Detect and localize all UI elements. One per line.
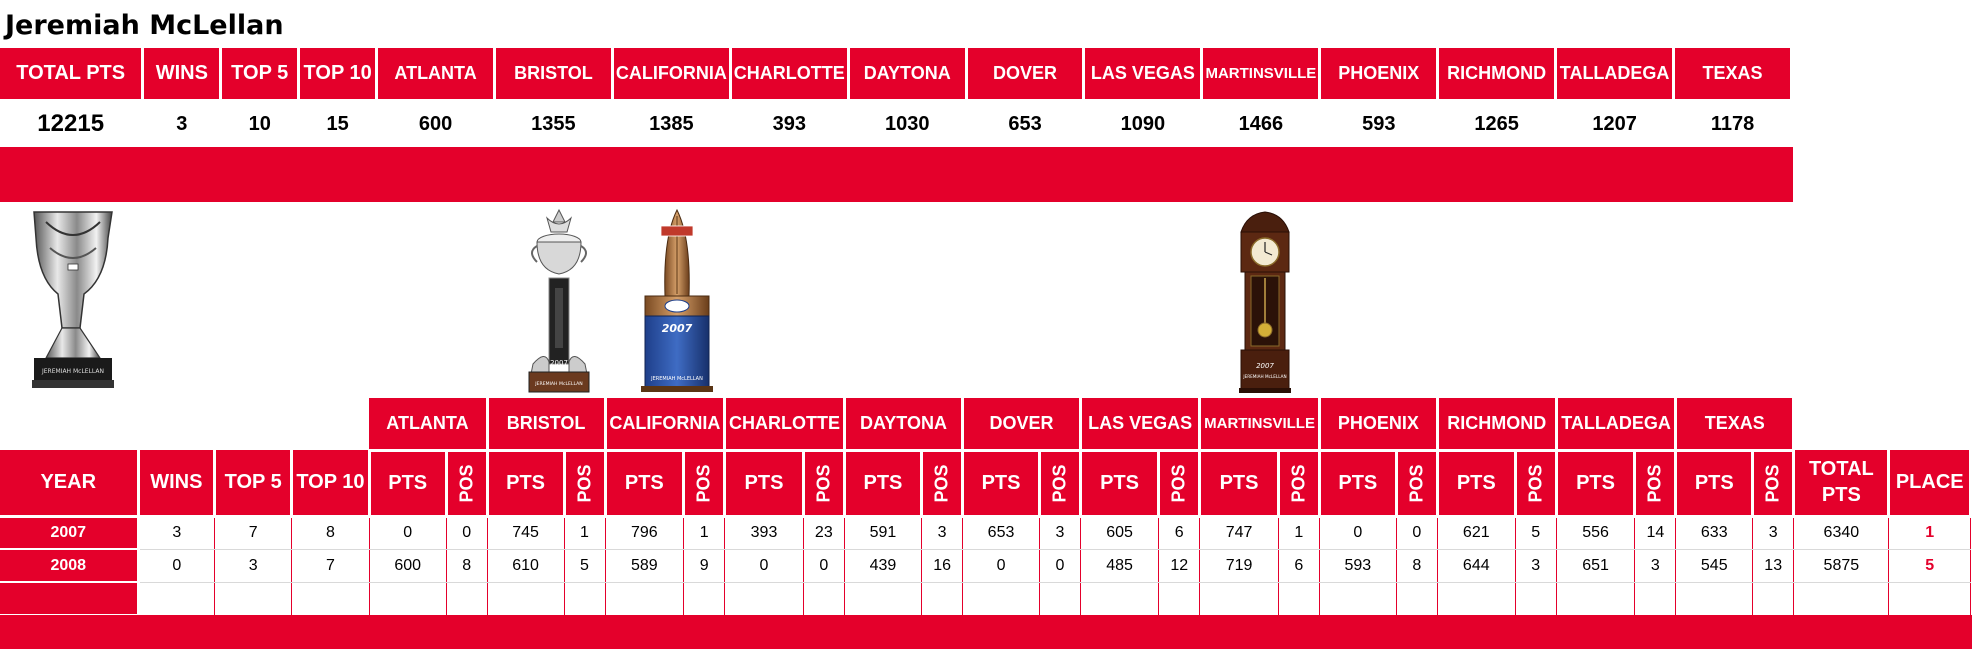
summary-value: 1355	[495, 100, 613, 148]
summary-header: DAYTONA	[848, 48, 966, 100]
season-detail-table	[0, 398, 1972, 616]
track-pos: 0	[1396, 516, 1437, 549]
track-pos: 6	[1278, 549, 1319, 582]
summary-value: 10	[221, 100, 299, 148]
empty-cell	[725, 582, 804, 615]
track-header: BRISTOL	[487, 398, 605, 450]
top5-header: TOP 5	[215, 450, 292, 516]
summary-header: ATLANTA	[377, 48, 495, 100]
empty-cell	[922, 582, 963, 615]
summary-header: BRISTOL	[495, 48, 613, 100]
track-pts: 796	[605, 516, 684, 549]
track-pos: 1	[1278, 516, 1319, 549]
track-pts: 0	[725, 549, 804, 582]
championship-trophy-name: JEREMIAH McLELLAN	[41, 368, 105, 375]
track-pos: 6	[1159, 516, 1200, 549]
championship-trophy-icon	[28, 208, 118, 392]
season-year: 2008	[0, 549, 138, 582]
season-row	[0, 549, 1971, 582]
season-place: 1	[1889, 516, 1971, 549]
summary-value: 3	[143, 100, 221, 148]
track-pos: 13	[1753, 549, 1794, 582]
pts-header: PTS	[1556, 450, 1635, 516]
track-header: ATLANTA	[369, 398, 487, 450]
track-header: DAYTONA	[844, 398, 962, 450]
track-pts: 556	[1556, 516, 1635, 549]
track-pts: 745	[487, 516, 564, 549]
track-pos: 8	[1396, 549, 1437, 582]
track-pos: 12	[1159, 549, 1200, 582]
track-pos: 14	[1635, 516, 1676, 549]
track-header: CHARLOTTE	[725, 398, 845, 450]
track-pos: 0	[1039, 549, 1080, 582]
pos-header: POS	[1515, 450, 1556, 516]
summary-value: 15	[299, 100, 377, 148]
track-pts: 633	[1676, 516, 1753, 549]
summary-value-total-pts: 12215	[0, 100, 143, 148]
pts-header: PTS	[487, 450, 564, 516]
summary-header: DOVER	[966, 48, 1084, 100]
summary-header: TOTAL PTS	[0, 48, 143, 100]
bristol-trophy-icon	[525, 208, 593, 394]
track-pts: 589	[605, 549, 684, 582]
season-row	[0, 516, 1971, 549]
california-trophy-name: JEREMIAH McLELLAN	[651, 376, 703, 382]
pos-header: POS	[1396, 450, 1437, 516]
pos-header: POS	[1635, 450, 1676, 516]
track-pts: 653	[963, 516, 1040, 549]
empty-cell	[369, 582, 446, 615]
pos-header: POS	[803, 450, 844, 516]
summary-value: 1466	[1202, 100, 1320, 148]
place-header: PLACE	[1889, 450, 1971, 516]
track-pts: 393	[725, 516, 804, 549]
summary-header: TEXAS	[1674, 48, 1792, 100]
pts-header: PTS	[1200, 450, 1279, 516]
track-pts: 439	[844, 549, 921, 582]
empty-cell	[684, 582, 725, 615]
martinsville-clock-trophy-icon	[1237, 208, 1293, 394]
empty-cell	[1278, 582, 1319, 615]
season-wins: 0	[138, 549, 215, 582]
summary-values-row	[0, 100, 1792, 148]
summary-header: TOP 5	[221, 48, 299, 100]
track-pos: 3	[922, 516, 963, 549]
pts-header: PTS	[963, 450, 1040, 516]
track-pos: 16	[922, 549, 963, 582]
track-pts: 593	[1319, 549, 1396, 582]
summary-header: TALLADEGA	[1556, 48, 1674, 100]
track-pts: 485	[1080, 549, 1158, 582]
empty-cell	[487, 582, 564, 615]
track-pts: 591	[844, 516, 921, 549]
empty-cell	[1556, 582, 1635, 615]
season-place: 5	[1889, 549, 1971, 582]
summary-value: 593	[1320, 100, 1438, 148]
pts-header: PTS	[1676, 450, 1753, 516]
summary-table	[0, 48, 1793, 150]
season-top5: 7	[215, 516, 292, 549]
track-header: TALLADEGA	[1556, 398, 1676, 450]
summary-header: PHOENIX	[1320, 48, 1438, 100]
empty-cell	[0, 582, 138, 615]
pos-header: POS	[1753, 450, 1794, 516]
empty-cell	[215, 582, 292, 615]
track-pts: 0	[369, 516, 446, 549]
top10-header: TOP 10	[292, 450, 370, 516]
track-pos: 3	[1039, 516, 1080, 549]
empty-cell	[1159, 582, 1200, 615]
summary-value: 1385	[612, 100, 730, 148]
summary-value: 393	[730, 100, 848, 148]
pos-header: POS	[684, 450, 725, 516]
empty-cell	[1319, 582, 1396, 615]
track-pts: 610	[487, 549, 564, 582]
track-header: LAS VEGAS	[1080, 398, 1199, 450]
track-pos: 3	[1753, 516, 1794, 549]
empty-cell	[844, 582, 921, 615]
track-header: PHOENIX	[1319, 398, 1437, 450]
summary-value: 653	[966, 100, 1084, 148]
track-pos: 23	[803, 516, 844, 549]
track-pos: 1	[564, 516, 605, 549]
empty-cell	[1080, 582, 1158, 615]
pts-header: PTS	[605, 450, 684, 516]
empty-cell	[803, 582, 844, 615]
wins-header: WINS	[138, 450, 215, 516]
track-header-row	[0, 398, 1971, 450]
track-pts: 0	[963, 549, 1040, 582]
track-pts: 545	[1676, 549, 1753, 582]
track-pos: 1	[684, 516, 725, 549]
track-pos: 8	[446, 549, 487, 582]
column-header-row	[0, 450, 1971, 516]
california-trophy-year: 2007	[661, 322, 693, 335]
california-trophy-icon	[637, 208, 717, 394]
empty-cell	[963, 582, 1040, 615]
summary-value: 1090	[1084, 100, 1202, 148]
track-pts: 621	[1437, 516, 1515, 549]
summary-header: TOP 10	[299, 48, 377, 100]
track-header: DOVER	[963, 398, 1081, 450]
bristol-trophy-year: 2007	[550, 359, 568, 367]
empty-cell	[138, 582, 215, 615]
track-pts: 651	[1556, 549, 1635, 582]
summary-value: 1207	[1556, 100, 1674, 148]
empty-cell	[1515, 582, 1556, 615]
track-pts: 600	[369, 549, 446, 582]
summary-header: WINS	[143, 48, 221, 100]
summary-header: RICHMOND	[1438, 48, 1556, 100]
empty-cell	[564, 582, 605, 615]
pts-header: PTS	[725, 450, 804, 516]
martinsville-trophy-year: 2007	[1256, 362, 1274, 370]
track-pos: 0	[446, 516, 487, 549]
pts-header: PTS	[369, 450, 446, 516]
track-pts: 644	[1437, 549, 1515, 582]
track-header: RICHMOND	[1437, 398, 1556, 450]
empty-cell	[1200, 582, 1279, 615]
track-pts: 605	[1080, 516, 1158, 549]
total-pts-header: TOTAL PTS	[1794, 450, 1889, 516]
season-year: 2007	[0, 516, 138, 549]
summary-value: 1178	[1674, 100, 1792, 148]
track-pos: 9	[684, 549, 725, 582]
empty-cell	[1676, 582, 1753, 615]
pts-header: PTS	[1319, 450, 1396, 516]
pos-header: POS	[922, 450, 963, 516]
empty-cell	[1039, 582, 1080, 615]
track-pos: 5	[1515, 516, 1556, 549]
season-top10: 7	[292, 549, 370, 582]
pos-header: POS	[446, 450, 487, 516]
season-top10: 8	[292, 516, 370, 549]
track-header: CALIFORNIA	[605, 398, 725, 450]
track-pos: 0	[803, 549, 844, 582]
empty-row	[0, 582, 1971, 615]
bristol-trophy-name: JEREMIAH McLELLAN	[535, 382, 583, 387]
track-pts: 747	[1200, 516, 1279, 549]
empty-cell	[1396, 582, 1437, 615]
summary-value: 600	[377, 100, 495, 148]
empty-cell	[605, 582, 684, 615]
track-pos: 5	[564, 549, 605, 582]
player-name: Jeremiah McLellan	[5, 10, 284, 41]
track-pts: 0	[1319, 516, 1396, 549]
summary-value: 1030	[848, 100, 966, 148]
pts-header: PTS	[1437, 450, 1515, 516]
pos-header: POS	[1159, 450, 1200, 516]
summary-header-row	[0, 48, 1792, 100]
pts-header: PTS	[844, 450, 921, 516]
detail-body	[0, 516, 1971, 615]
season-total-pts: 5875	[1794, 549, 1889, 582]
track-pos: 3	[1635, 549, 1676, 582]
summary-value: 1265	[1438, 100, 1556, 148]
pts-header: PTS	[1080, 450, 1158, 516]
empty-cell	[1635, 582, 1676, 615]
season-top5: 3	[215, 549, 292, 582]
summary-block	[0, 48, 1793, 202]
summary-header: CALIFORNIA	[612, 48, 730, 100]
pos-header: POS	[564, 450, 605, 516]
pos-header: POS	[1039, 450, 1080, 516]
empty-cell	[1437, 582, 1515, 615]
track-header: MARTINSVILLE	[1200, 398, 1320, 450]
martinsville-trophy-name: JEREMIAH McLELLAN	[1243, 374, 1287, 379]
track-pts: 719	[1200, 549, 1279, 582]
season-wins: 3	[138, 516, 215, 549]
empty-cell	[446, 582, 487, 615]
empty-cell	[1794, 582, 1889, 615]
track-header: TEXAS	[1676, 398, 1794, 450]
season-total-pts: 6340	[1794, 516, 1889, 549]
pos-header: POS	[1278, 450, 1319, 516]
empty-cell	[1753, 582, 1794, 615]
summary-header: MARTINSVILLE	[1202, 48, 1320, 100]
empty-cell	[1889, 582, 1971, 615]
bottom-bar	[0, 615, 1972, 649]
year-header: YEAR	[0, 450, 138, 516]
summary-header: LAS VEGAS	[1084, 48, 1202, 100]
summary-header: CHARLOTTE	[730, 48, 848, 100]
track-pos: 3	[1515, 549, 1556, 582]
empty-cell	[292, 582, 370, 615]
